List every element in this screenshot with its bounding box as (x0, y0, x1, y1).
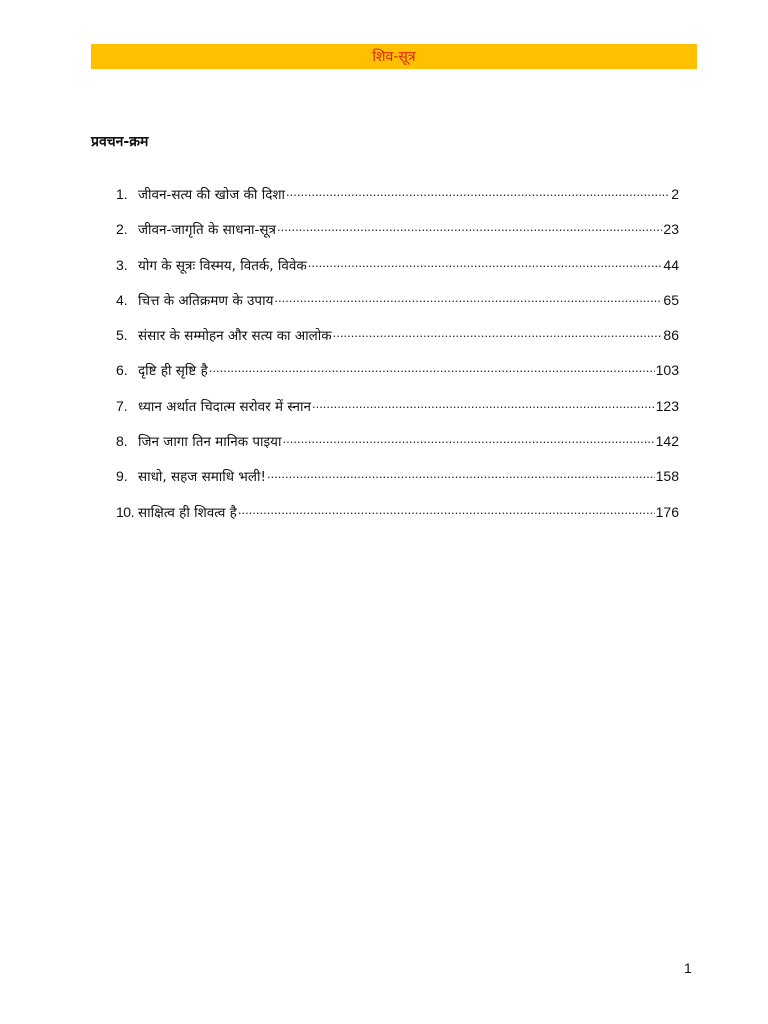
toc-entry-8[interactable] (116, 431, 679, 466)
toc-entry-page: 158 (655, 468, 679, 485)
toc-entry-title: दृष्टि ही सृष्टि है (138, 363, 208, 380)
toc-entry-title: जिन जागा तिन मानिक पाइया (138, 434, 282, 451)
toc-entry-title: जीवन-जागृति के साधना-सूत्र (138, 222, 277, 239)
toc-entry-number: 2. (116, 221, 128, 238)
toc-entry-title: साधो, सहज समाधि भली! (138, 469, 266, 486)
toc-entry-5[interactable] (116, 325, 679, 360)
toc-entry-3[interactable] (116, 255, 679, 290)
toc-entry-page: 2 (671, 186, 679, 202)
toc-entry-title: संसार के सम्मोहन और सत्य का आलोक (138, 328, 332, 345)
toc-entry-number: 8. (116, 433, 128, 450)
toc-entry-9[interactable] (116, 466, 679, 501)
toc-entry-page: 44 (663, 256, 679, 273)
toc-entry-page: 23 (663, 221, 679, 238)
toc-entry-10[interactable] (116, 502, 679, 537)
header-band (91, 44, 697, 69)
toc-entry-6[interactable] (116, 360, 679, 395)
toc-entry-page: 65 (663, 291, 679, 308)
toc-entry-number: 9. (116, 468, 128, 485)
toc-entry-title: चित्त के अतिक्रमण के उपाय (138, 292, 274, 309)
toc-entry-title: जीवन-सत्य की खोज की दिशा (138, 187, 286, 203)
dot-leader (308, 256, 663, 270)
dot-leader (277, 220, 662, 234)
document-title: शिव-सूत्र (372, 48, 416, 65)
toc-entry-4[interactable] (116, 290, 679, 325)
dot-leader (286, 185, 670, 199)
page-number: 1 (684, 960, 692, 976)
toc-entry-page: 103 (655, 362, 679, 379)
dot-leader (312, 397, 655, 411)
toc-entry-number: 7. (116, 397, 128, 414)
toc-entry-title: योग के सूत्रः विस्मय, वितर्क, विवेक (138, 257, 307, 274)
toc-entry-page: 123 (655, 397, 679, 414)
toc-entry-title: ध्यान अर्थात चिदात्म सरोवर में स्नान (138, 398, 311, 415)
dot-leader (274, 291, 662, 305)
toc-entry-1[interactable] (116, 184, 679, 219)
toc-entry-page: 176 (655, 503, 679, 520)
toc-entry-number: 1. (116, 186, 128, 202)
toc-entry-page: 142 (655, 433, 679, 450)
dot-leader (209, 361, 655, 375)
dot-leader (267, 467, 655, 481)
toc-entry-page: 86 (663, 327, 679, 344)
toc-entry-number: 3. (116, 256, 128, 273)
toc-entry-number: 10. (116, 503, 134, 520)
toc-entry-7[interactable] (116, 396, 679, 431)
dot-leader (333, 326, 663, 340)
toc-entry-2[interactable] (116, 219, 679, 254)
toc-entry-number: 6. (116, 362, 128, 379)
toc-entry-number: 4. (116, 291, 128, 308)
toc-entry-number: 5. (116, 327, 128, 344)
toc-entry-title: साक्षित्व ही शिवत्व है (138, 504, 237, 521)
section-title: प्रवचन-क्रम (91, 134, 149, 150)
dot-leader (238, 503, 655, 517)
table-of-contents (116, 184, 679, 537)
dot-leader (283, 432, 655, 446)
